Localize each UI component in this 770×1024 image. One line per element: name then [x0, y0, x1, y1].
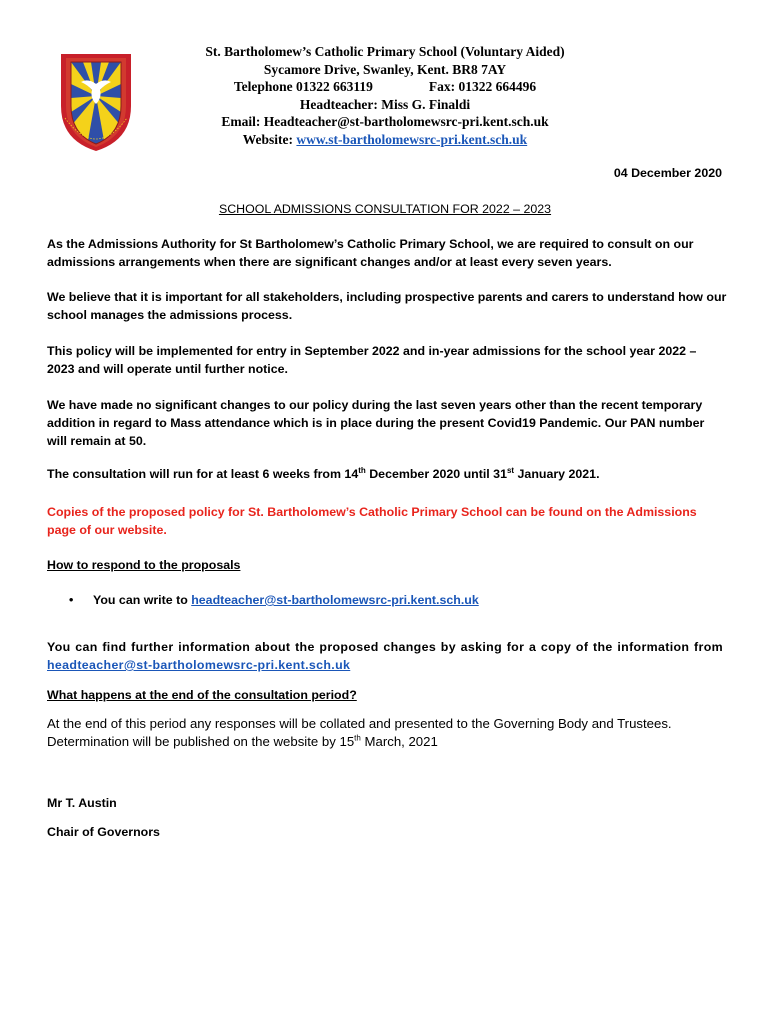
letterhead: [140, 43, 630, 148]
ordinal-suffix: st: [506, 465, 515, 475]
contact-line: [140, 78, 630, 96]
bullet-text-wrap: [93, 591, 479, 609]
dates-text-3: January 2021.: [514, 467, 600, 481]
school-name: St. Bartholomew’s Catholic Primary School (Voluntary Aided): [205, 44, 565, 59]
end-consultation-heading: What happens at the end of the consultation period?: [47, 688, 357, 702]
further-info-email-link[interactable]: headteacher@st-bartholomewsrc-pri.kent.sch.uk: [47, 658, 351, 672]
fax: Fax: 01322 664496: [428, 79, 537, 94]
further-info-text: You can find further information about the proposed changes by asking for a copy of the information from: [47, 640, 723, 654]
paragraph-stakeholders: We believe that it is important for all stakeholders, including prospective parents and carers to understand how our school manages the admissions process.: [47, 290, 727, 322]
paragraph-further-info: [47, 638, 723, 674]
paragraph-consultation-dates: [47, 465, 727, 483]
dates-text-1: The consultation will run for at least 6 weeks from 14: [47, 467, 359, 481]
bullet-email-link[interactable]: headteacher@st-bartholomewsrc-pri.kent.sch.uk: [191, 593, 479, 607]
school-address: Sycamore Drive, Swanley, Kent. BR8 7AY: [263, 61, 507, 77]
end-text-1: At the end of this period any responses will be collated and presented to the Governing Body and Trustees. Determination will be published on the website by 15: [47, 716, 672, 749]
bullet-icon: •: [69, 593, 74, 607]
signatory-role: Chair of Governors: [47, 825, 160, 839]
signatory-name: Mr T. Austin: [47, 796, 117, 810]
telephone: Telephone 01322 663119: [233, 79, 373, 94]
paragraph-implementation: This policy will be implemented for entry in September 2022 and in-year admissions for the school year 2022 – 2023 and will operate until further notice.: [47, 344, 697, 376]
paragraph-changes: We have made no significant changes to our policy during the last seven years other than the recent temporary addition in regard to Mass attendance which is in place during the present Covid19 Pandemic. Our PAN number will remain at 50.: [47, 398, 705, 448]
paragraph-end-consultation: [47, 715, 727, 751]
end-text-2: March, 2021: [360, 734, 438, 749]
ordinal-suffix: th: [358, 465, 366, 475]
website-line: [140, 131, 630, 149]
dates-text-2: December 2020 until 31: [365, 467, 507, 481]
bullet-text: You can write to: [93, 593, 192, 607]
paragraph-admissions-authority: As the Admissions Authority for St Bartholomew’s Catholic Primary School, we are required to consult on our admissions arrangements when there are significant changes and/or at least every seven years.: [47, 237, 694, 269]
letter-date: 04 December 2020: [613, 166, 722, 180]
respond-heading: How to respond to the proposals: [47, 558, 241, 572]
school-crest-logo: [57, 48, 135, 152]
paragraph-policy-copies: Copies of the proposed policy for St. Bartholomew’s Catholic Primary School can be found on the Admissions page of our website.: [47, 505, 697, 537]
consultation-title: SCHOOL ADMISSIONS CONSULTATION FOR 2022 – 2023: [218, 202, 552, 216]
website-link[interactable]: www.st-bartholomewsrc-pri.kent.sch.uk: [296, 131, 528, 147]
website-label: Website:: [242, 131, 297, 147]
email-line: Email: Headteacher@st-bartholomewsrc-pri.kent.sch.uk: [221, 114, 549, 129]
headteacher-name: Headteacher: Miss G. Finaldi: [299, 96, 471, 112]
ordinal-suffix: th: [354, 733, 361, 743]
